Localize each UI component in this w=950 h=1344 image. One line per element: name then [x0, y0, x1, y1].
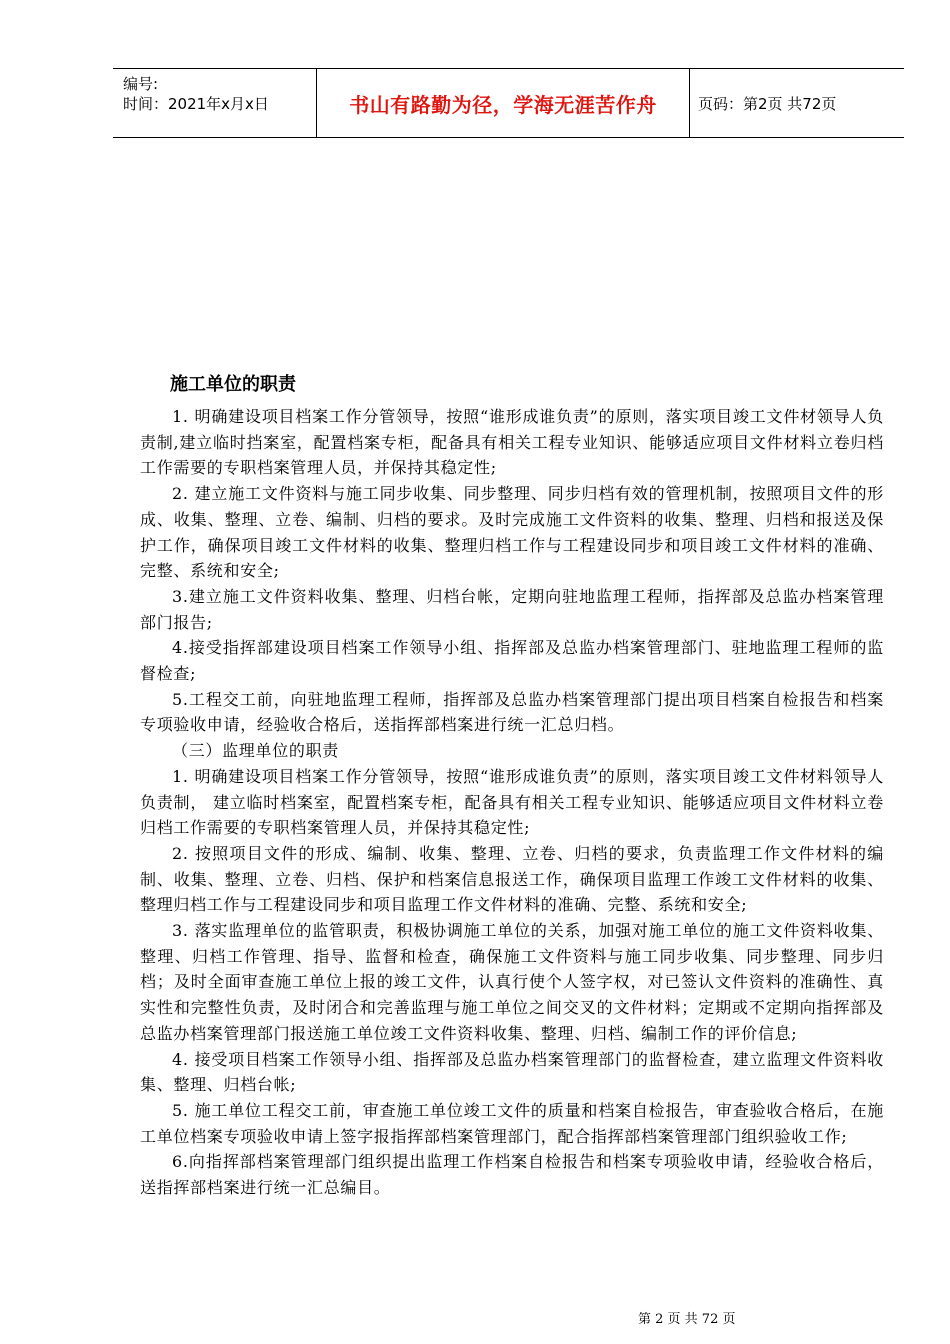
- page-header: [113, 68, 904, 138]
- paragraph: 6.向指挥部档案管理部门组织提出监理工作档案自检报告和档案专项验收申请，经验收合格后，送指挥部档案进行统一汇总编目。: [140, 1152, 884, 1198]
- paragraph: 3. 落实监理单位的监管职责，积极协调施工单位的关系，加强对施工单位的施工文件资料收集、整理、归档工作管理、指导、监督和检查，确保施工文件资料与施工同步收集、同步整理、同步归档；及时全面审查施工单位上报的竣工文件，认真行使个人签字权，对已签认文件资料的准确性、真实性和完整性负责，及时闭合和完善监理与施工单位之间交叉的文件材料；定期或不定期向指挥部及总监办档案管理部门报送施工单位竣工文件资料收集、整理、归档、编制工作的评价信息;: [140, 921, 884, 1043]
- paragraph: 4. 接受项目档案工作领导小组、指挥部及总监办档案管理部门的监督检查，建立监理文件资料收集、整理、归档台帐;: [140, 1049, 884, 1095]
- paragraph: 3.建立施工文件资料收集、整理、归档台帐，定期向驻地监理工程师，指挥部及总监办档案管理部门报告;: [140, 586, 884, 632]
- paragraph: 2. 建立施工文件资料与施工同步收集、同步整理、同步归档有效的管理机制，按照项目文件的形成、收集、整理、立卷、编制、归档的要求。及时完成施工文件资料的收集、整理、归档和报送及保护工作，确保项目竣工文件材料的收集、整理归档工作与工程建设同步和项目竣工文件材料的准确、完整、系统和安全;: [140, 484, 884, 581]
- paragraph: 1. 明确建设项目档案工作分管领导，按照“谁形成谁负责”的原则，落实项目竣工文件材领导人负责制,建立临时挡案室，配置档案专柜，配备具有相关工程专业知识、能够适应项目文件材料立卷归档工作需要的专职档案管理人员，并保持其稳定性;: [140, 407, 884, 478]
- time-label: 时间：2021年x月x日: [123, 95, 269, 113]
- paragraph: 4.接受指挥部建设项目档案工作领导小组、指挥部及总监办档案管理部门、驻地监理工程师的监督检查;: [140, 638, 884, 684]
- paragraph: 5.工程交工前，向驻地监理工程师，指挥部及总监办档案管理部门提出项目档案自检报告和档案专项验收申请，经验收合格后，送指挥部档案进行统一汇总归档。: [140, 689, 884, 735]
- header-page-info: [690, 69, 904, 137]
- header-meta: [113, 69, 316, 137]
- subsection-heading: （三）监理单位的职责: [172, 741, 340, 761]
- page-label: 页码：第2页 共72页: [698, 94, 837, 113]
- header-motto: [316, 69, 690, 137]
- paragraph: 1. 明确建设项目档案工作分管领导，按照“谁形成谁负责”的原则，落实项目竣工文件材料领导人负责制， 建立临时档案室，配置档案专柜，配备具有相关工程专业知识、能够适应项目文件材料立卷归档工作需要的专职档案管理人员，并保持其稳定性;: [140, 766, 884, 838]
- paragraph: 5. 施工单位工程交工前，审查施工单位竣工文件的质量和档案自检报告，审查验收合格后，在施工单位档案专项验收申请上签字报指挥部档案管理部门，配合指挥部档案管理部门组织验收工作;: [140, 1100, 884, 1146]
- motto-text: 书山有路勤为径，学海无涯苦作舟: [349, 92, 657, 117]
- section-title: 施工单位的职责: [170, 374, 296, 395]
- serial-label: 编号:: [123, 75, 159, 93]
- document-body: [140, 404, 884, 1201]
- paragraph: 2. 按照项目文件的形成、编制、收集、整理、立卷、归档的要求，负责监理工作文件材料的编制、收集、整理、立卷、归档、保护和档案信息报送工作，确保项目监理工作竣工文件材料的收集、整理归档工作与工程建设同步和项目监理工作文件材料的准确、完整、系统和安全;: [140, 843, 884, 915]
- page-footer: 第 2 页 共 72 页: [638, 1312, 736, 1327]
